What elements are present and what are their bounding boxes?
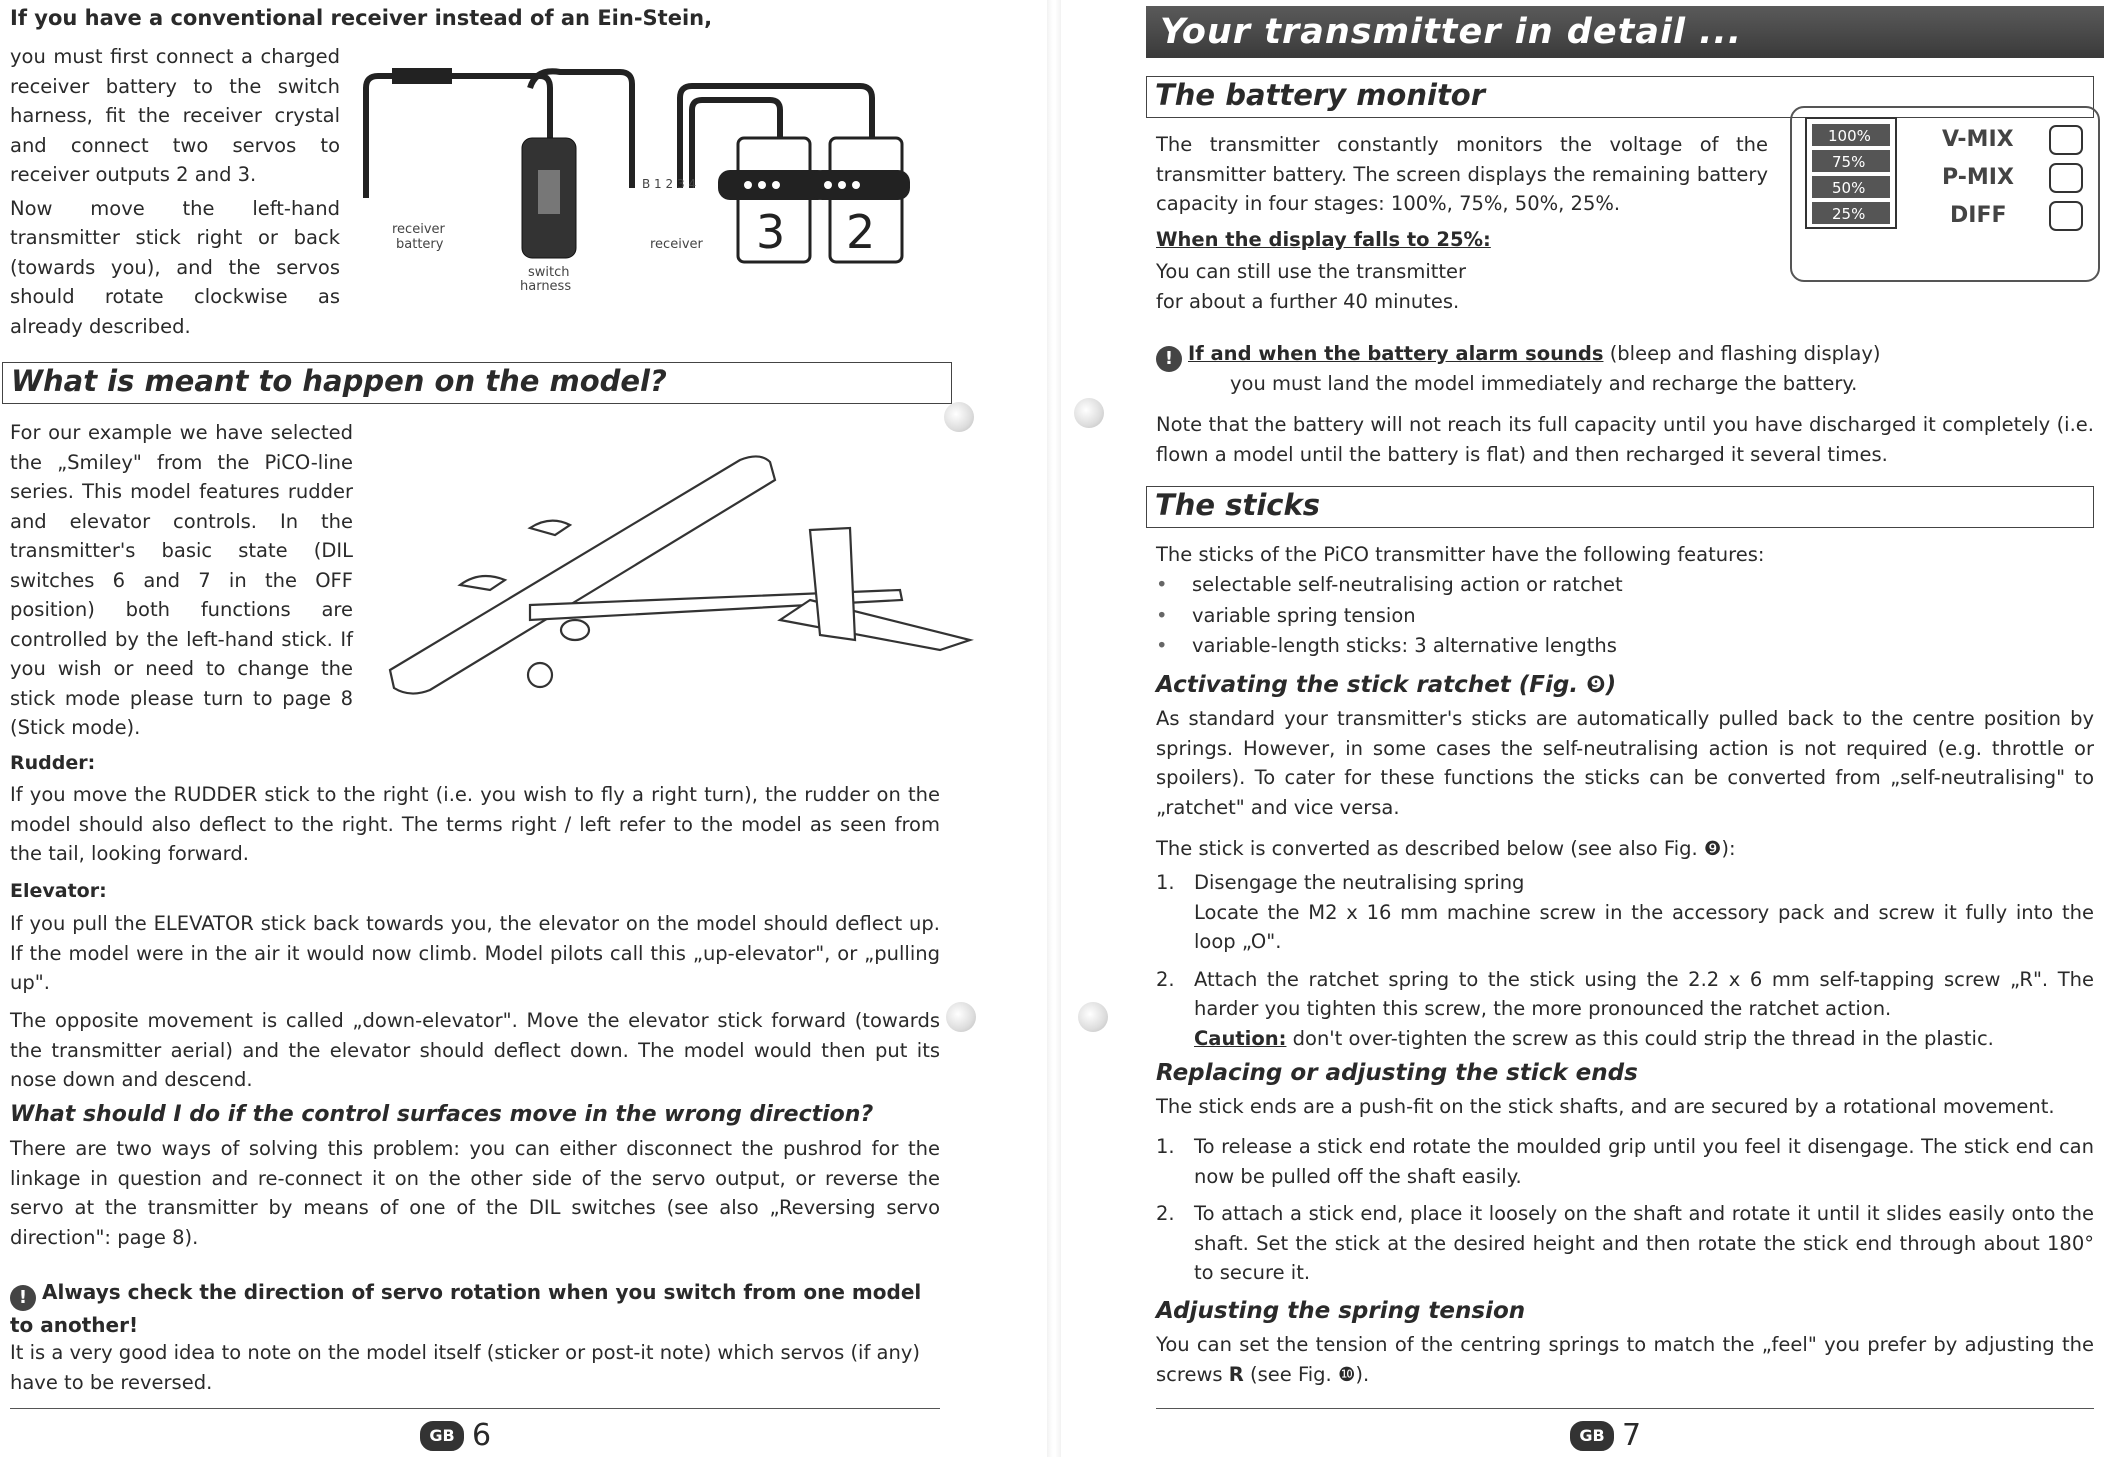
ratchet-heading: Activating the stick ratchet (Fig. ❾) [1156,672,1617,698]
intro-paragraph-1: you must first connect a charged receiver battery to the switch harness, fit the receiver crystal and connect two servos to receiver outputs 2 and 3. [10,45,340,186]
elevator-text-2: The opposite movement is called „down-elevator". Move the elevator stick forward (towards the transmitter aerial) and the elevator should deflect down. The model would then put its nose down and descend. [10,1009,940,1091]
display-falls-heading: When the display falls to 25%: [1156,228,1491,251]
replace-heading: Replacing or adjusting the stick ends [1156,1060,1638,1086]
wing-outline [390,456,775,693]
section-title-battery-text: The battery monitor [1155,78,1486,112]
page-number-text: 6 [472,1418,492,1453]
list-item: • selectable self-neutralising action or ratchet [1156,570,2076,601]
page-gutter [1047,0,1061,1457]
airplane-illustration [380,440,980,740]
rudder-text: If you move the RUDDER stick to the right (i.e. you wish to fly a right turn), the rudder on the model should also deflect to the right. The terms right / left refer to the model as seen from the tail, looking forward. [10,783,940,865]
caution-text: don't over-tighten the screw as this could strip the thread in the plastic. [1286,1026,1994,1050]
section-title-sticks-text: The sticks [1155,488,1320,522]
wheel [528,663,552,687]
switch-harness-label-2: harness [520,279,572,294]
pmix-indicator [2050,164,2082,192]
diff-label: DIFF [1950,203,2007,228]
always-check-note [10,1278,940,1339]
rudder-heading: Rudder: [10,752,96,774]
step-number: 1. [1156,1135,1175,1158]
punch-hole [1078,1002,1108,1032]
battery-text-1: The transmitter constantly monitors the voltage of the transmitter battery. The screen displays the remaining battery capacity in four stages: 100%, 75%, 50%, 25%. [1156,133,1768,215]
step-number: 1. [1156,871,1175,894]
engine-pod [561,620,589,640]
battery-text-2: You can still use the transmitter for about a further 40 minutes. [1156,260,1467,313]
receiver-battery-label-2: battery [396,237,444,252]
sticks-intro: The sticks of the PiCO transmitter have the following features: [1156,543,1765,566]
wrong-direction-text: There are two ways of solving this problem: you can either disconnect the pushrod for the linkage in question and re-connect it on the other side of the servo output, or reverse the servo at the transmitter by means of one of the DIL switches (see also „Reversing servo direction": page 8). [10,1137,940,1249]
punch-hole [1074,398,1104,428]
battery-text-3: Note that the battery will not reach its full capacity until you have discharged it completely (i.e. flown a model until the battery is flat) and then recharged it several times. [1156,413,2094,466]
footer-rule [1156,1408,2094,1409]
gb-badge-icon: GB [1570,1421,1614,1451]
ratchet-text-2: The stick is converted as described below (see also Fig. ❾): [1156,837,1736,860]
chapter-banner [1146,6,2104,58]
chapter-banner-text: Your transmitter in detail ... [1160,12,1743,52]
step-number: 2. [1156,1202,1175,1225]
caution-line [1194,1024,2094,1054]
spring-text-a: You can set the tension of the centring springs to match the „feel" you prefer by adjusting the screws [1156,1333,2094,1386]
page-number-6 [420,1418,491,1453]
level-25-label: 25% [1832,205,1866,223]
diff-indicator [2050,202,2082,230]
elevator-text-1: If you pull the ELEVATOR stick back towards you, the elevator on the model should deflect up. If the model were in the air it would now climb. Model pilots call this „up-elevator", or „pulling up". [10,912,940,994]
replace-step-1 [1156,1132,2094,1191]
warning-icon: ! [1156,346,1182,372]
pmix-label: P-MIX [1942,165,2014,190]
caution-label: Caution: [1194,1026,1287,1050]
replace-text: The stick ends are a push-fit on the stick shafts, and are secured by a rotational movement. [1156,1095,2055,1118]
spring-text-r: R [1228,1362,1244,1386]
intro-text [10,42,340,341]
level-75-label: 75% [1832,153,1866,171]
spring-text [1156,1330,2094,1389]
ratchet-steps [1156,868,2094,1061]
receiver-label: receiver [650,237,703,252]
spring-heading: Adjusting the spring tension [1156,1298,1526,1324]
propeller-left [460,576,505,590]
vmix-label: V-MIX [1942,127,2014,152]
intro-paragraph-2: Now move the left-hand transmitter stick right or back (towards you), and the servos should rotate clockwise as already described. [10,196,340,338]
features-list [1156,570,2076,662]
channel-labels: B 1 2 3 4 [642,177,697,191]
switch-harness-label: switch [528,265,570,280]
servo-2-label: 2 [846,205,876,259]
left-page [0,0,1048,1457]
section-title-sticks [1146,486,2094,528]
page-number-text: 7 [1622,1418,1642,1453]
section-title-model-text: What is meant to happen on the model? [11,364,667,398]
intro-heading: If you have a conventional receiver instead of an Ein-Stein, [10,6,713,30]
punch-hole [944,402,974,432]
footer-rule [10,1408,940,1409]
replace-step-1-text: To release a stick end rotate the moulded grip until you feel it disengage. The stick end can now be pulled off the shaft easily. [1194,1135,2094,1188]
always-check-text: Always check the direction of servo rotation when you switch from one model to another! [10,1280,922,1337]
alarm-note [1156,342,2096,372]
gb-badge-icon: GB [420,1421,464,1451]
step-1-title: Disengage the neutralising spring [1194,871,1525,894]
alarm-line-2: you must land the model immediately and recharge the battery. [1230,372,1858,395]
ratchet-step-2 [1156,965,2094,1054]
ratchet-text-1: As standard your transmitter's sticks are automatically pulled back to the centre position by springs. However, in some cases the self-neutralising action is not required (e.g. throttle or spoilers). To cater for these functions the sticks can be converted from „self-neutralising" to „ratchet" and vice versa. [1156,707,2094,819]
right-page [1060,0,2107,1457]
servo-3-icon [718,138,830,262]
level-100-label: 100% [1828,127,1871,145]
replace-steps [1156,1132,2094,1296]
servo-3-label: 3 [756,205,786,259]
warning-icon: ! [10,1285,36,1311]
wrong-direction-heading: What should I do if the control surfaces move in the wrong direction? [10,1102,874,1127]
receiver-battery-label: receiver [392,222,445,237]
step-2-text: Attach the ratchet spring to the stick using the 2.2 x 6 mm self-tapping screw „R". The harder you tighten this screw, the more pronounced the ratchet action. [1194,967,2094,1020]
replace-step-2 [1156,1199,2094,1288]
tailplane [780,600,970,650]
section-title-model [2,362,952,404]
harness-plug [392,68,452,84]
propeller-right [530,521,570,535]
list-item: • variable-length sticks: 3 alternative lengths [1156,631,2076,662]
step-1-detail: Locate the M2 x 16 mm machine screw in the accessory pack and screw it fully into the loop „O". [1194,900,2094,953]
vmix-indicator [2050,126,2082,154]
page-number-7 [1570,1418,1641,1453]
list-item: • variable spring tension [1156,601,2076,632]
elevator-heading: Elevator: [10,880,107,902]
servo-2-icon [810,138,910,262]
step-number: 2. [1156,967,1175,991]
ratchet-step-1 [1156,868,2094,957]
lcd-display-illustration [1790,106,2100,282]
alarm-link-text: If and when the battery alarm sounds [1188,342,1604,365]
switch-slider [538,170,560,214]
alarm-rest-text: (bleep and flashing display) [1603,342,1881,365]
punch-hole [946,1002,976,1032]
level-50-label: 50% [1832,179,1866,197]
replace-step-2-text: To attach a stick end, place it loosely on the shaft and rotate it until it slides easily onto the shaft. Set the stick at the desired height and then rotate the stick end through about 180° to secure it. [1194,1202,2094,1284]
wiring-diagram [350,58,950,294]
model-text: For our example we have selected the „Smiley" from the PiCO-line series. This model features rudder and elevator controls. In the transmitter's basic state (DIL switches 6 and 7 in the OFF position) both functions are controlled by the left-hand stick. If you wish or need to change the stick mode please turn to page 8 (Stick mode). [10,421,353,739]
spring-text-b: (see Fig. ❿). [1243,1362,1370,1386]
note-reversed-text: It is a very good idea to note on the model itself (sticker or post-it note) which servos (if any) have to be reversed. [10,1341,920,1394]
